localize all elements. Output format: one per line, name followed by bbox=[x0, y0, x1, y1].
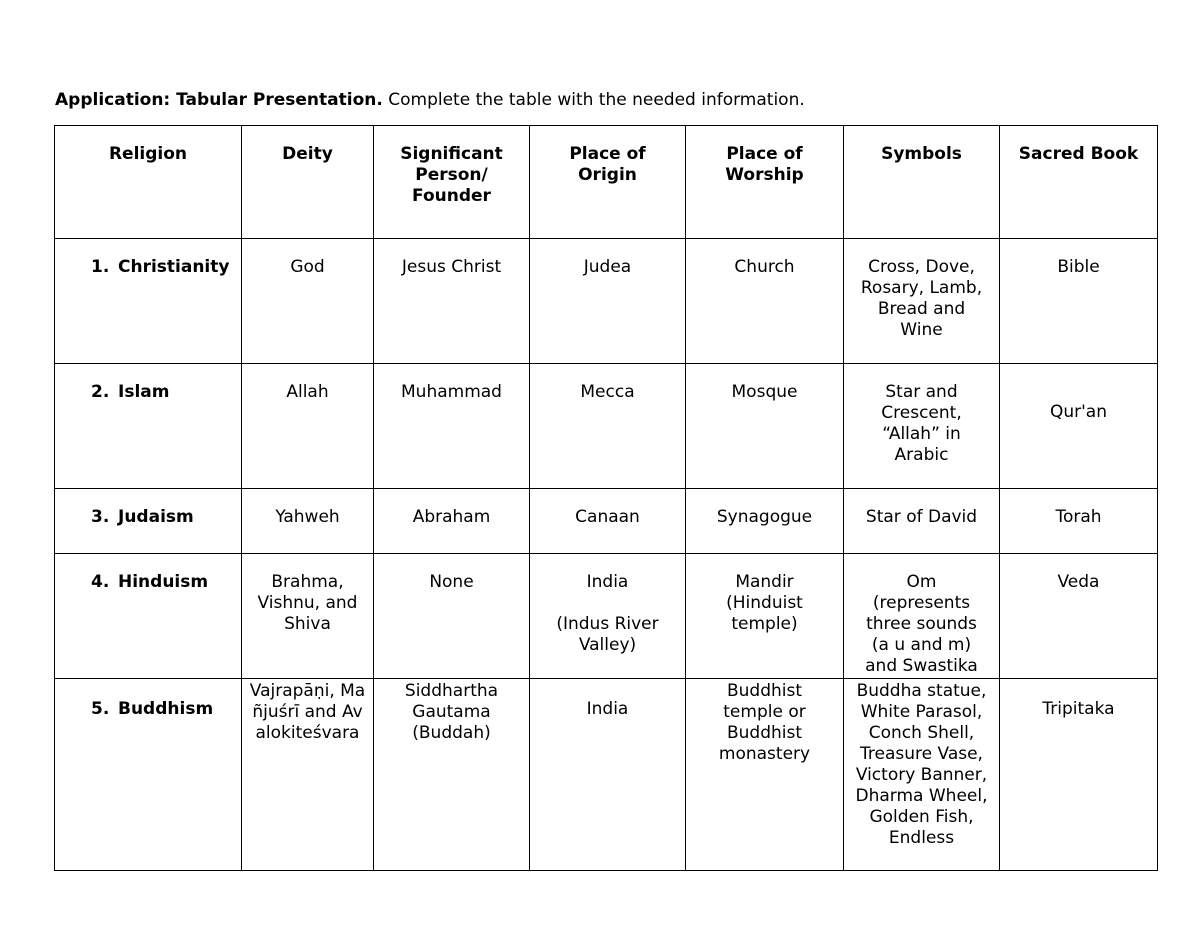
page-heading bbox=[55, 90, 805, 110]
person-cell: Siddhartha Gautama (Buddah) bbox=[374, 679, 530, 871]
book-cell: Bible bbox=[1000, 239, 1158, 364]
deity-cell: Vajrapāṇi, Mañjuśrī and Avalokiteśvara bbox=[242, 679, 374, 871]
header-religion: Religion bbox=[55, 126, 242, 239]
header-worship: Place of Worship bbox=[686, 126, 844, 239]
book-cell: Torah bbox=[1000, 489, 1158, 554]
symbols-cell: Star of David bbox=[844, 489, 1000, 554]
religion-cell bbox=[55, 239, 242, 364]
origin-cell: India bbox=[530, 679, 686, 871]
header-person: Significant Person/ Founder bbox=[374, 126, 530, 239]
deity-cell: God bbox=[242, 239, 374, 364]
person-cell: Jesus Christ bbox=[374, 239, 530, 364]
row-number: 2. bbox=[91, 382, 110, 402]
worship-cell: Mandir (Hinduist temple) bbox=[686, 554, 844, 679]
symbols-cell: Star and Crescent, “Allah” in Arabic bbox=[844, 364, 1000, 489]
origin-cell: Canaan bbox=[530, 489, 686, 554]
symbols-cell: Cross, Dove, Rosary, Lamb, Bread and Wine bbox=[844, 239, 1000, 364]
worship-cell: Mosque bbox=[686, 364, 844, 489]
row-number: 5. bbox=[91, 699, 110, 719]
religion-cell bbox=[55, 679, 242, 871]
deity-cell: Brahma, Vishnu, and Shiva bbox=[242, 554, 374, 679]
header-symbols: Symbols bbox=[844, 126, 1000, 239]
religion-cell bbox=[55, 489, 242, 554]
header-deity: Deity bbox=[242, 126, 374, 239]
table-row bbox=[55, 679, 1158, 871]
religion-cell bbox=[55, 364, 242, 489]
deity-cell: Yahweh bbox=[242, 489, 374, 554]
origin-cell: India (Indus River Valley) bbox=[530, 554, 686, 679]
person-cell: Abraham bbox=[374, 489, 530, 554]
row-number: 3. bbox=[91, 507, 110, 527]
worship-cell: Church bbox=[686, 239, 844, 364]
worship-cell: Buddhist temple or Buddhist monastery bbox=[686, 679, 844, 871]
heading-bold: Application: Tabular Presentation. bbox=[55, 90, 383, 110]
origin-cell: Mecca bbox=[530, 364, 686, 489]
book-cell: Veda bbox=[1000, 554, 1158, 679]
religion-name: Islam bbox=[118, 382, 170, 402]
worship-cell: Synagogue bbox=[686, 489, 844, 554]
table-row bbox=[55, 489, 1158, 554]
religion-name: Christianity bbox=[118, 257, 230, 277]
religion-name: Judaism bbox=[118, 507, 194, 527]
religion-cell bbox=[55, 554, 242, 679]
row-number: 1. bbox=[91, 257, 110, 277]
deity-cell: Allah bbox=[242, 364, 374, 489]
religion-name: Hinduism bbox=[118, 572, 209, 592]
person-cell: None bbox=[374, 554, 530, 679]
book-cell: Tripitaka bbox=[1000, 679, 1158, 871]
heading-text: Complete the table with the needed information. bbox=[382, 90, 805, 110]
symbols-cell: Buddha statue, White Parasol, Conch Shell, Treasure Vase, Victory Banner, Dharma Wheel, Golden Fish, Endless bbox=[844, 679, 1000, 871]
person-cell: Muhammad bbox=[374, 364, 530, 489]
religion-name: Buddhism bbox=[118, 699, 214, 719]
table-row bbox=[55, 554, 1158, 679]
header-book: Sacred Book bbox=[1000, 126, 1158, 239]
table-row bbox=[55, 364, 1158, 489]
origin-cell: Judea bbox=[530, 239, 686, 364]
table-row bbox=[55, 239, 1158, 364]
header-row bbox=[55, 126, 1158, 239]
row-number: 4. bbox=[91, 572, 110, 592]
header-origin: Place of Origin bbox=[530, 126, 686, 239]
symbols-cell: Om (represents three sounds (a u and m) and Swastika bbox=[844, 554, 1000, 679]
religion-table bbox=[54, 125, 1158, 871]
book-cell: Qur'an bbox=[1000, 364, 1158, 489]
